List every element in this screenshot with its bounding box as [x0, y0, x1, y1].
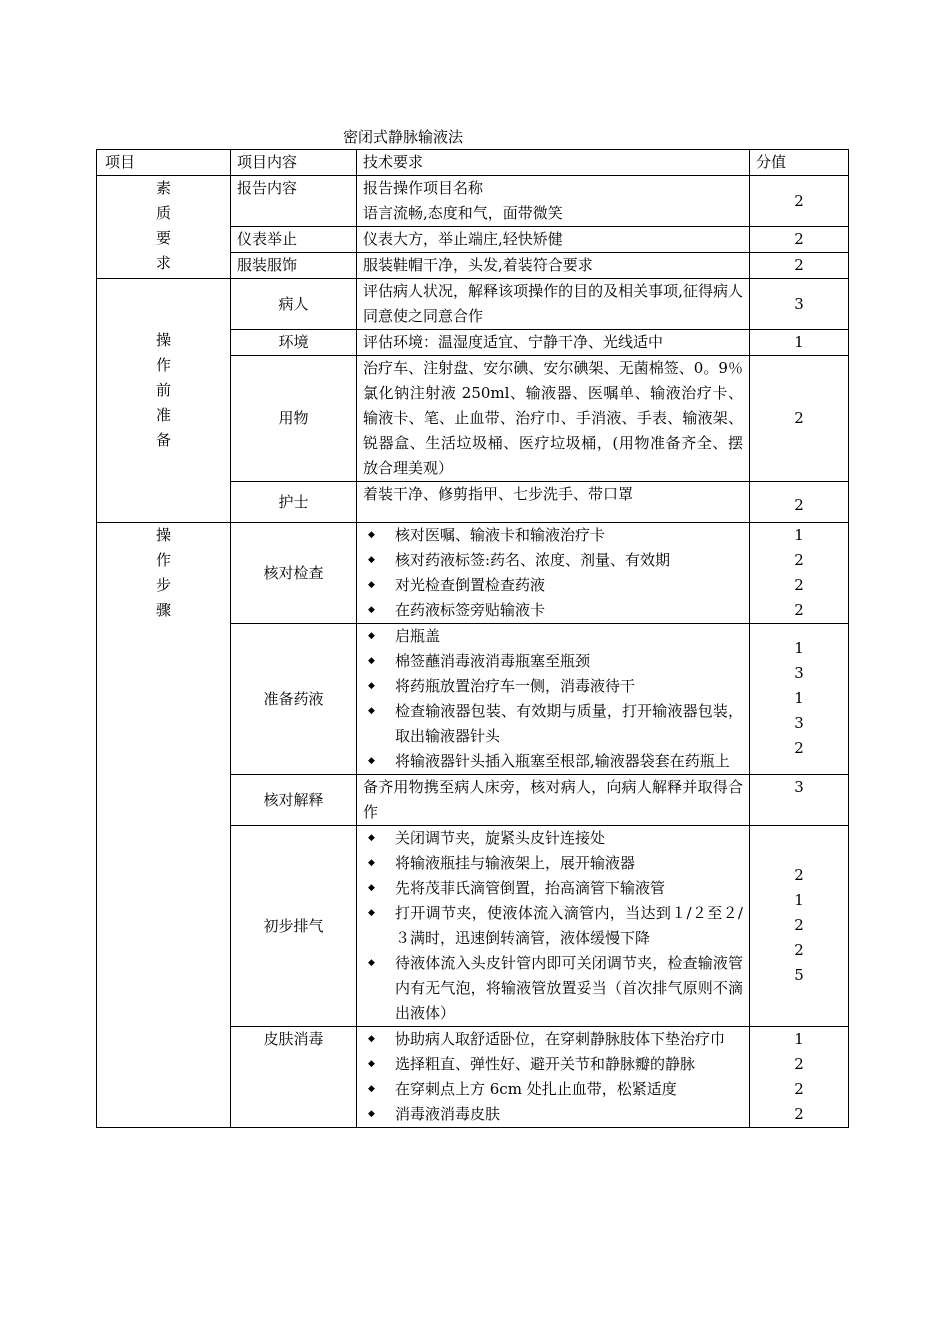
requirement-cell: 仪表大方，举止端庄,轻快矫健	[357, 227, 750, 253]
bullet-item: ◆ 棉签蘸消毒液消毒瓶塞至瓶颈	[363, 649, 743, 674]
table-row	[97, 279, 849, 330]
bullet-item: ◆ 启瓶盖	[363, 624, 743, 649]
category-cell	[97, 176, 231, 279]
table-row	[97, 176, 849, 227]
table-header-row	[97, 150, 849, 176]
score-cell: 2	[750, 227, 849, 253]
score-value: 2	[794, 601, 804, 619]
table-row	[97, 523, 849, 624]
bullet-item: ◆ 核对药液标签:药名、浓度、剂量、有效期	[363, 548, 743, 573]
item-cell: 核对检查	[231, 523, 357, 624]
item-cell: 皮肤消毒	[231, 1027, 357, 1128]
requirement-cell: 评估环境：温湿度适宜、宁静干净、光线适中	[357, 330, 750, 356]
bullet-item: ◆ 将药瓶放置治疗车一侧，消毒液待干	[363, 674, 743, 699]
requirement-cell	[357, 1027, 750, 1128]
score-cell	[750, 1027, 849, 1128]
bullet-item: ◆ 协助病人取舒适卧位，在穿刺静脉肢体下垫治疗巾	[363, 1027, 743, 1052]
score-value: 2	[794, 576, 804, 594]
bullet-item: ◆ 消毒液消毒皮肤	[363, 1102, 743, 1127]
item-cell: 仪表举止	[231, 227, 357, 253]
bullet-item: ◆ 在药液标签旁贴输液卡	[363, 598, 743, 623]
score-value: 2	[794, 916, 804, 934]
item-cell: 核对解释	[231, 775, 357, 826]
requirement-cell	[357, 523, 750, 624]
item-cell: 护士	[231, 482, 357, 523]
score-value: 1	[794, 891, 804, 909]
score-value: 2	[794, 1105, 804, 1123]
requirement-line: 语言流畅,态度和气，面带微笑	[363, 204, 563, 222]
score-cell	[750, 523, 849, 624]
requirement-cell	[357, 176, 750, 227]
score-value: 2	[794, 941, 804, 959]
requirement-cell: 治疗车、注射盘、安尔碘、安尔碘架、无菌棉签、0。9％氯化钠注射液 250ml、输液器、医嘱单、输液治疗卡、输液卡、笔、止血带、治疗巾、手消液、手表、输液架、锐器盒、生活垃圾桶、医疗垃圾桶，(用物准备齐全、摆放合理美观）	[357, 356, 750, 482]
score-value: 1	[794, 526, 804, 544]
score-cell: 1	[750, 330, 849, 356]
bullet-item: ◆ 关闭调节夹，旋紧头皮针连接处	[363, 826, 743, 851]
score-cell: 2	[750, 176, 849, 227]
category-cell	[97, 523, 231, 1128]
category-label: 操作步骤	[155, 526, 171, 619]
item-cell: 用物	[231, 356, 357, 482]
score-cell: 2	[750, 482, 849, 523]
score-value: 3	[794, 664, 804, 682]
procedure-table	[96, 149, 849, 1128]
score-value: 1	[794, 1030, 804, 1048]
item-cell: 环境	[231, 330, 357, 356]
bullet-item: ◆ 对光检查倒置检查药液	[363, 573, 743, 598]
requirement-cell: 服装鞋帽干净，头发,着装符合要求	[357, 253, 750, 279]
header-cell-score: 分值	[750, 150, 849, 176]
bullet-item: ◆ 核对医嘱、输液卡和输液治疗卡	[363, 523, 743, 548]
bullet-item: ◆ 将输液瓶挂与输液架上，展开输液器	[363, 851, 743, 876]
bullet-item: ◆ 打开调节夹，使液体流入滴管内，当达到１/２至２/３满时，迅速倒转滴管，液体缓慢下降	[363, 901, 743, 951]
requirement-cell	[357, 624, 750, 775]
category-label: 操作前准备	[155, 331, 171, 449]
bullet-item: ◆ 在穿刺点上方 6cm 处扎止血带，松紧适度	[363, 1077, 743, 1102]
item-cell: 报告内容	[231, 176, 357, 227]
score-cell: 2	[750, 356, 849, 482]
document-title: 密闭式静脉输液法	[343, 128, 464, 146]
bullet-item: ◆ 待液体流入头皮针管内即可关闭调节夹，检查输液管内有无气泡，将输液管放置妥当（首次排气原则不滴出液体）	[363, 951, 743, 1026]
score-cell: 2	[750, 253, 849, 279]
score-cell	[750, 826, 849, 1027]
header-cell-content: 项目内容	[231, 150, 357, 176]
header-cell-item: 项目	[97, 150, 231, 176]
bullet-item: ◆ 先将茂菲氏滴管倒置，抬高滴管下输液管	[363, 876, 743, 901]
score-value: 2	[794, 739, 804, 757]
item-cell: 病人	[231, 279, 357, 330]
score-value: 2	[794, 1055, 804, 1073]
requirement-cell: 备齐用物携至病人床旁，核对病人，向病人解释并取得合作	[357, 775, 750, 826]
score-value: 2	[794, 1080, 804, 1098]
bullet-item: ◆ 选择粗直、弹性好、避开关节和静脉瓣的静脉	[363, 1052, 743, 1077]
score-cell: 3	[750, 775, 849, 826]
requirement-cell: 着装干净、修剪指甲、七步洗手、带口罩	[357, 482, 750, 523]
bullet-item: ◆ 将输液器针头插入瓶塞至根部,输液器袋套在药瓶上	[363, 749, 743, 774]
score-value: 2	[794, 866, 804, 884]
category-label: 素质要求	[155, 179, 171, 272]
score-cell: 3	[750, 279, 849, 330]
score-value: 1	[794, 639, 804, 657]
item-cell: 准备药液	[231, 624, 357, 775]
score-value: 5	[794, 966, 804, 984]
category-cell	[97, 279, 231, 523]
score-cell	[750, 624, 849, 775]
item-cell: 初步排气	[231, 826, 357, 1027]
score-value: 1	[794, 689, 804, 707]
requirement-cell	[357, 826, 750, 1027]
requirement-line: 报告操作项目名称	[363, 179, 484, 197]
score-value: 3	[794, 714, 804, 732]
score-value: 2	[794, 551, 804, 569]
requirement-cell: 评估病人状况，解释该项操作的目的及相关事项,征得病人同意使之同意合作	[357, 279, 750, 330]
item-cell: 服装服饰	[231, 253, 357, 279]
header-cell-requirement: 技术要求	[357, 150, 750, 176]
bullet-item: ◆ 检查输液器包装、有效期与质量，打开输液器包装，取出输液器针头	[363, 699, 743, 749]
